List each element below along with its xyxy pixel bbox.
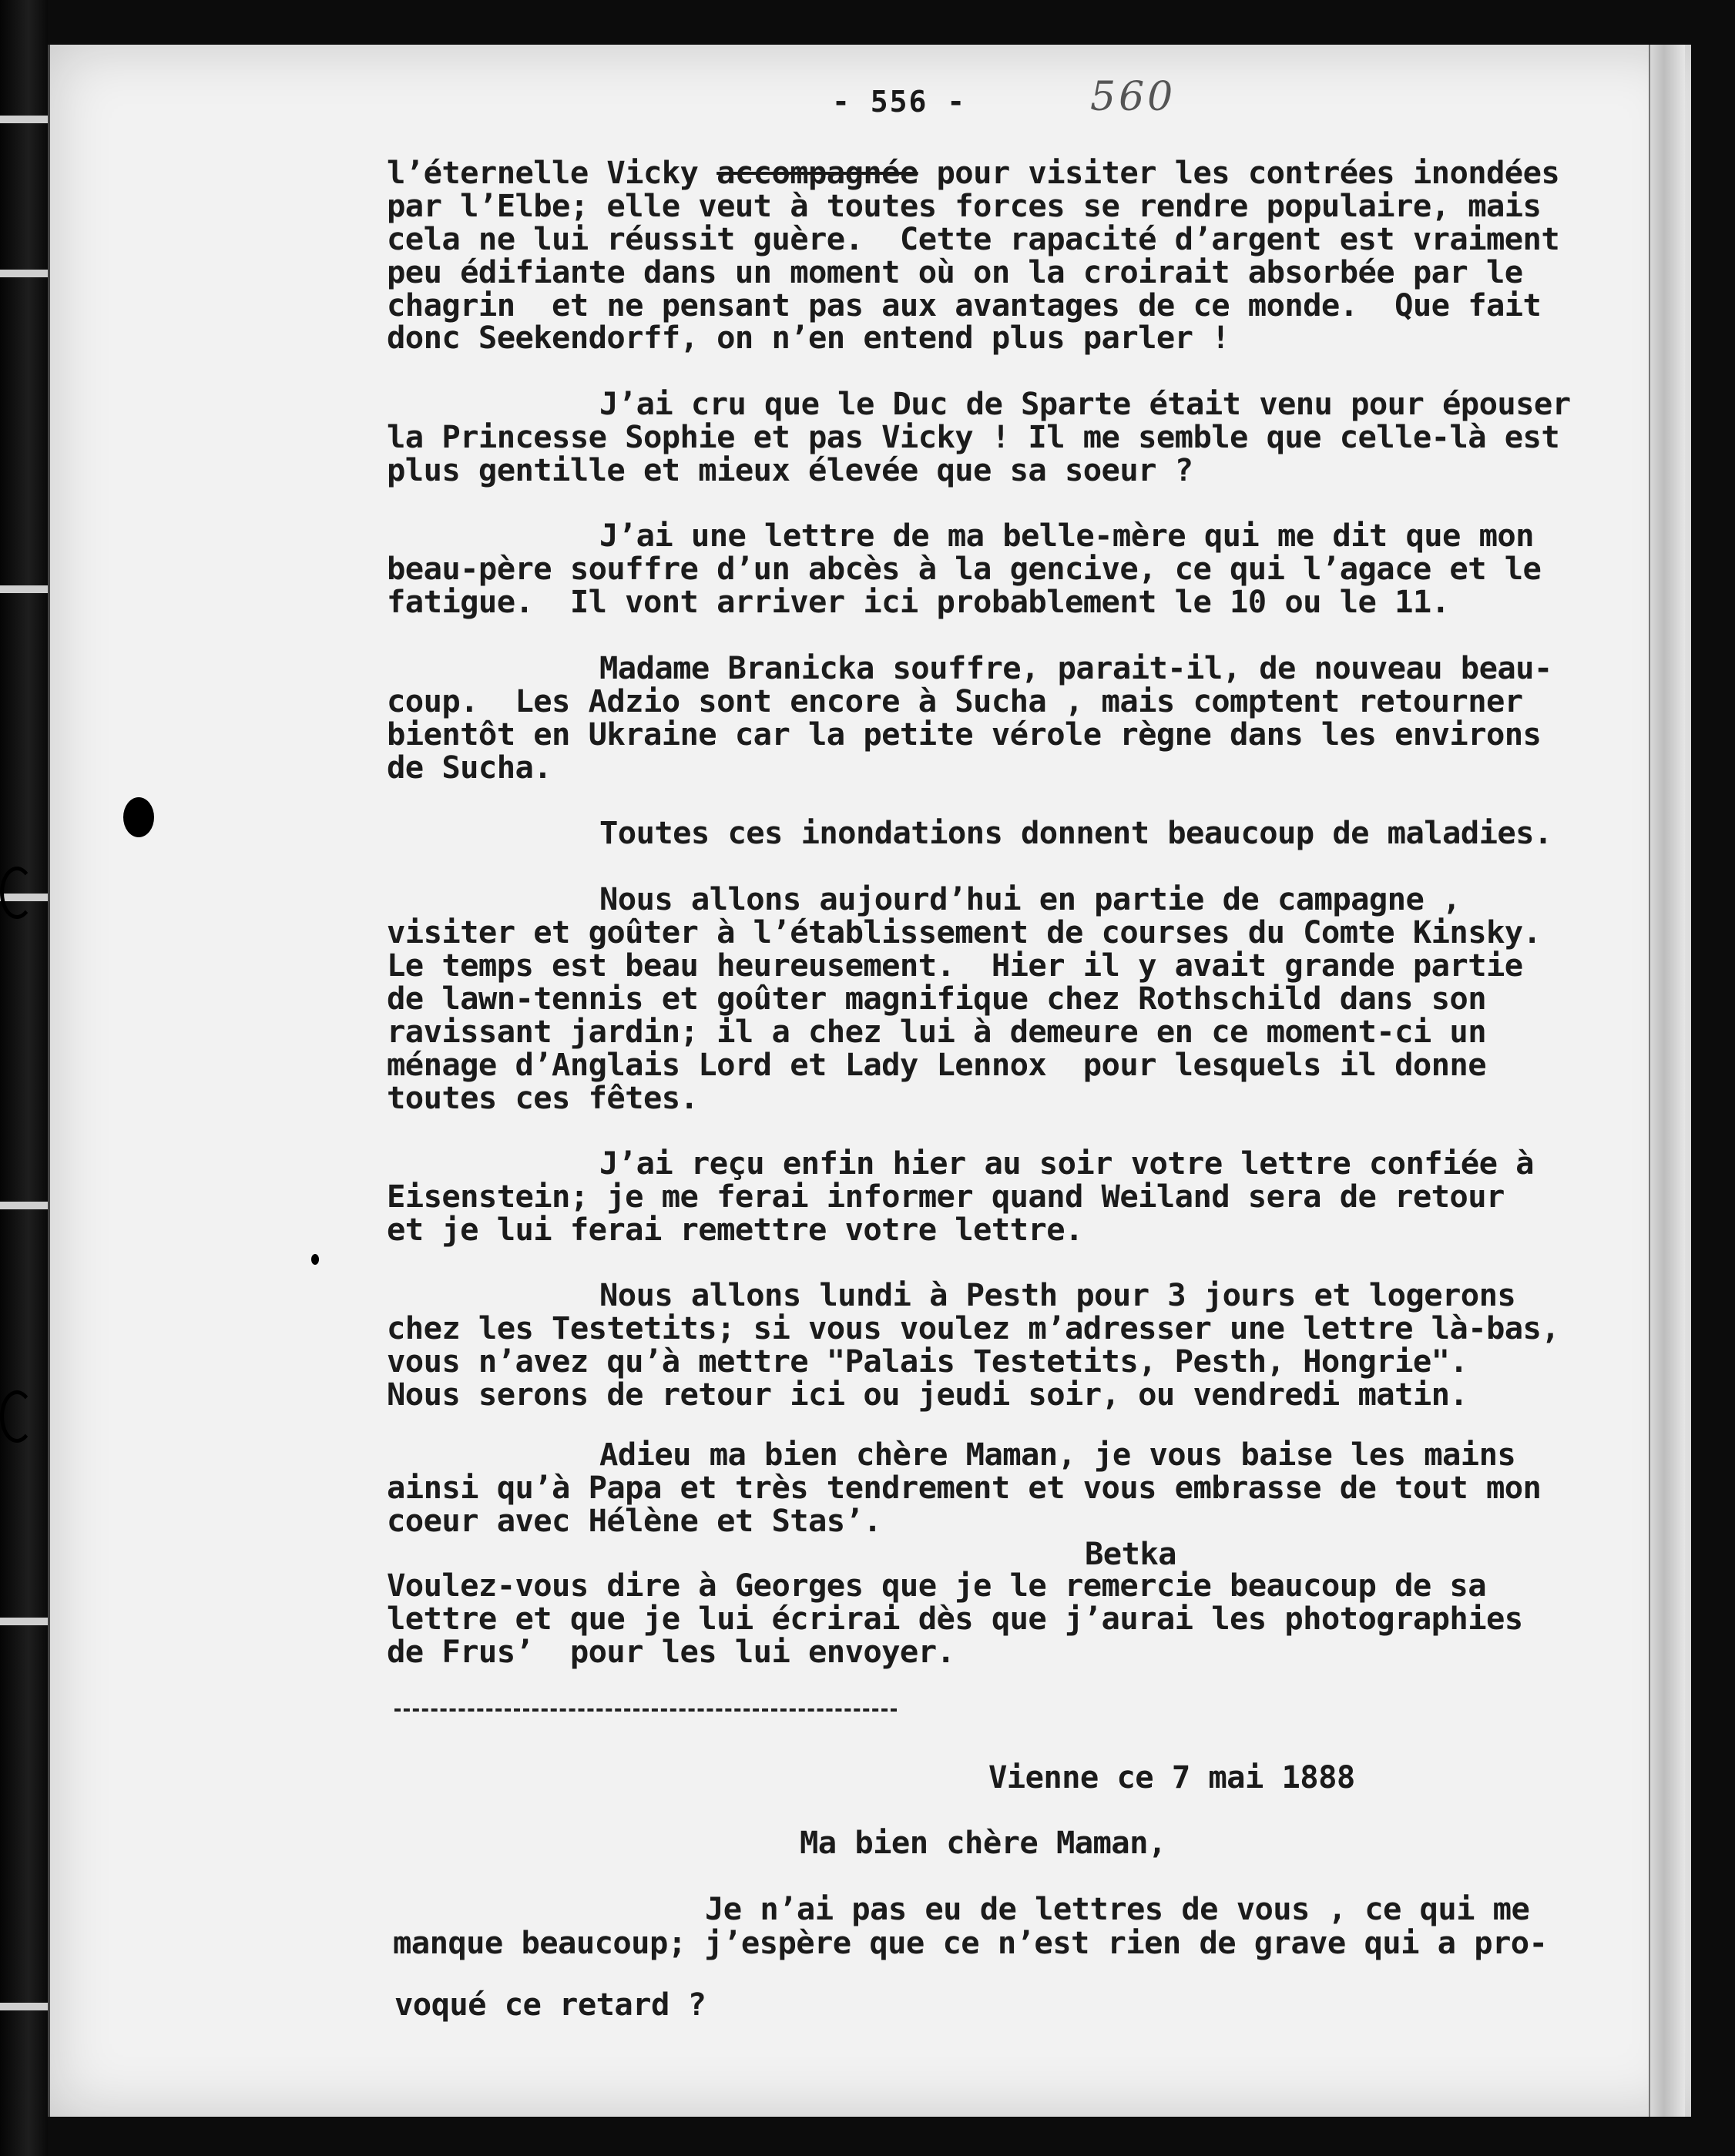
text-line: Le temps est beau heureusement. Hier il y avait grande partie: [387, 947, 1523, 984]
text-line: de Frus’ pour les lui envoyer.: [387, 1633, 955, 1670]
text-line: J’ai cru que le Duc de Sparte était venu pour épouser: [599, 385, 1571, 422]
handwritten-page-number: 560: [1090, 74, 1176, 120]
text-line: peu édifiante dans un moment où on la croirait absorbée par le: [387, 253, 1523, 290]
text-line: ménage d’Anglais Lord et Lady Lennox pour lesquels il donne: [387, 1046, 1486, 1083]
text-line: vous n’avez qu’à mettre "Palais Testetits, Pesth, Hongrie".: [387, 1343, 1468, 1380]
text-line: donc Seekendorff, on n’en entend plus parler !: [387, 319, 1230, 356]
text-line: cela ne lui réussit guère. Cette rapacité d’argent est vraiment: [387, 220, 1560, 257]
text-line: J’ai une lettre de ma belle-mère qui me dit que mon: [599, 517, 1534, 554]
text-line: plus gentille et mieux élevée que sa soeur ?: [387, 451, 1193, 488]
text-line: de lawn-tennis et goûter magnifique chez Rothschild dans son: [387, 980, 1486, 1017]
text-line: coup. Les Adzio sont encore à Sucha , mais comptent retourner: [387, 682, 1523, 719]
text-line: chagrin et ne pensant pas aux avantages de ce monde. Que fait: [387, 287, 1542, 324]
letter-salutation: Ma bien chère Maman,: [800, 1824, 1166, 1861]
text-line: visiter et goûter à l’établissement de courses du Comte Kinsky.: [387, 914, 1542, 951]
text-line: Toutes ces inondations donnent beaucoup de maladies.: [599, 814, 1552, 851]
ink-speck: [311, 1254, 319, 1265]
text-line: la Princesse Sophie et pas Vicky ! Il me semble que celle-là est: [387, 418, 1560, 455]
text-line: Nous serons de retour ici ou jeudi soir, ou vendredi matin.: [387, 1376, 1468, 1413]
text-line: fatigue. Il vont arriver ici probablement le 10 ou le 11.: [387, 583, 1450, 620]
text-line: beau-père souffre d’un abcès à la gencive, ce qui l’agace et le: [387, 550, 1542, 587]
text-line: Madame Branicka souffre, parait-il, de nouveau beau-: [599, 649, 1552, 686]
text-line: Nous allons aujourd’hui en partie de campagne ,: [599, 880, 1461, 917]
text-line: toutes ces fêtes.: [387, 1079, 699, 1116]
punch-hole: [0, 1390, 34, 1443]
binder-mark: [0, 270, 48, 277]
text-line: lettre et que je lui écrirai dès que j’aurai les photographies: [387, 1600, 1523, 1637]
text-line: de Sucha.: [387, 749, 552, 786]
text-line: Eisenstein; je me ferai informer quand Weiland sera de retour: [387, 1178, 1505, 1215]
signature-text: Betka: [1085, 1535, 1176, 1572]
punch-hole: [123, 797, 154, 837]
text-line: J’ai reçu enfin hier au soir votre lettre confiée à: [599, 1145, 1534, 1182]
text-line: Je n’ai pas eu de lettres de vous , ce qui me: [705, 1890, 1530, 1927]
text-line: et je lui ferai remettre votre lettre.: [387, 1211, 1083, 1248]
separator-rule: [394, 1708, 897, 1712]
text-line: manque beaucoup; j’espère que ce n’est rien de grave qui a pro-: [393, 1924, 1548, 1961]
text-line: Voulez-vous dire à Georges que je le remercie beaucoup de sa: [387, 1567, 1486, 1604]
binder-edge: [0, 0, 48, 2156]
text-line: voqué ce retard ?: [394, 1986, 706, 2023]
paper-edge: [1649, 45, 1685, 2117]
binder-mark: [0, 116, 48, 123]
binder-mark: [0, 1618, 48, 1625]
text-line: ravissant jardin; il a chez lui à demeure en ce moment-ci un: [387, 1013, 1486, 1050]
binder-mark: [0, 585, 48, 593]
text-line: ainsi qu’à Papa et très tendrement et vous embrasse de tout mon: [387, 1469, 1542, 1506]
text-line: bientôt en Ukraine car la petite vérole règne dans les environs: [387, 716, 1542, 753]
binder-mark: [0, 2003, 48, 2010]
text-line: coeur avec Hélène et Stas’.: [387, 1502, 882, 1539]
letter-date: Vienne ce 7 mai 1888: [988, 1759, 1355, 1796]
binder-mark: [0, 1202, 48, 1209]
text-line: par l’Elbe; elle veut à toutes forces se rendre populaire, mais: [387, 187, 1542, 224]
text-line: Adieu ma bien chère Maman, je vous baise les mains: [599, 1436, 1516, 1473]
text-line: chez les Testetits; si vous voulez m’adresser une lettre là-bas,: [387, 1309, 1560, 1346]
text-line: Nous allons lundi à Pesth pour 3 jours et logerons: [599, 1276, 1516, 1313]
page-number: - 556 -: [832, 85, 967, 119]
struck-word: accompagnée: [716, 154, 918, 191]
punch-hole: [0, 867, 34, 919]
text-line: l’éternelle Vicky accompagnée pour visiter les contrées inondées: [387, 154, 1560, 191]
